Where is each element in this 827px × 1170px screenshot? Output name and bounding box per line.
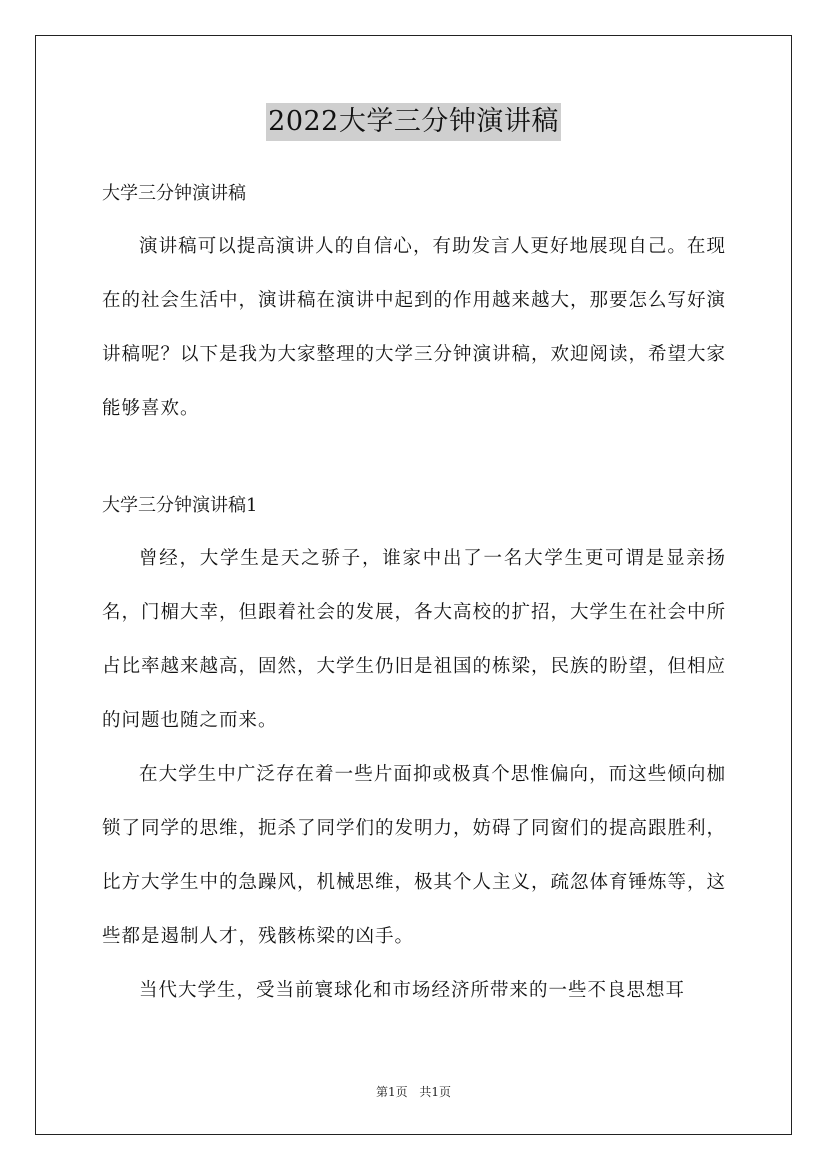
document-subtitle: 大学三分钟演讲稿 xyxy=(102,183,246,204)
body-paragraph: 在大学生中广泛存在着一些片面抑或极真个思惟偏向，而这些倾向枷锁了同学的思维，扼杀了同学们的发明力，妨碍了同窗们的提高跟胜利，比方大学生中的急躁风，机械思维，极其个人主义，疏忽体育锤炼等，这些都是遏制人才，残骸栋梁的凶手。 xyxy=(102,764,727,947)
page-footer xyxy=(0,1084,827,1100)
section-spacer xyxy=(102,436,726,488)
document-title: 2022大学三分钟演讲稿 xyxy=(266,103,561,141)
title-container xyxy=(0,103,827,141)
body-paragraph: 曾经，大学生是天之骄子，谁家中出了一名大学生更可谓是显亲扬名，门楣大幸，但跟着社会的发展，各大高校的扩招，大学生在社会中所占比率越来越高，固然，大学生仍旧是祖国的栋梁，民族的盼望，但相应的问题也随之而来。 xyxy=(102,548,727,731)
intro-paragraph: 演讲稿可以提高演讲人的自信心，有助发言人更好地展现自己。在现在的社会生活中，演讲稿在演讲中起到的作用越来越大，那要怎么写好演讲稿呢？以下是我为大家整理的大学三分钟演讲稿，欢迎阅读，希望大家能够喜欢。 xyxy=(102,236,727,419)
section-heading: 大学三分钟演讲稿1 xyxy=(102,495,258,516)
body-paragraph: 当代大学生，受当前寰球化和市场经济所带来的一些不良思想耳 xyxy=(139,980,686,1001)
page-number: 第1页 xyxy=(375,1085,408,1099)
document-body xyxy=(102,176,726,1018)
page-total: 共1页 xyxy=(419,1085,452,1099)
